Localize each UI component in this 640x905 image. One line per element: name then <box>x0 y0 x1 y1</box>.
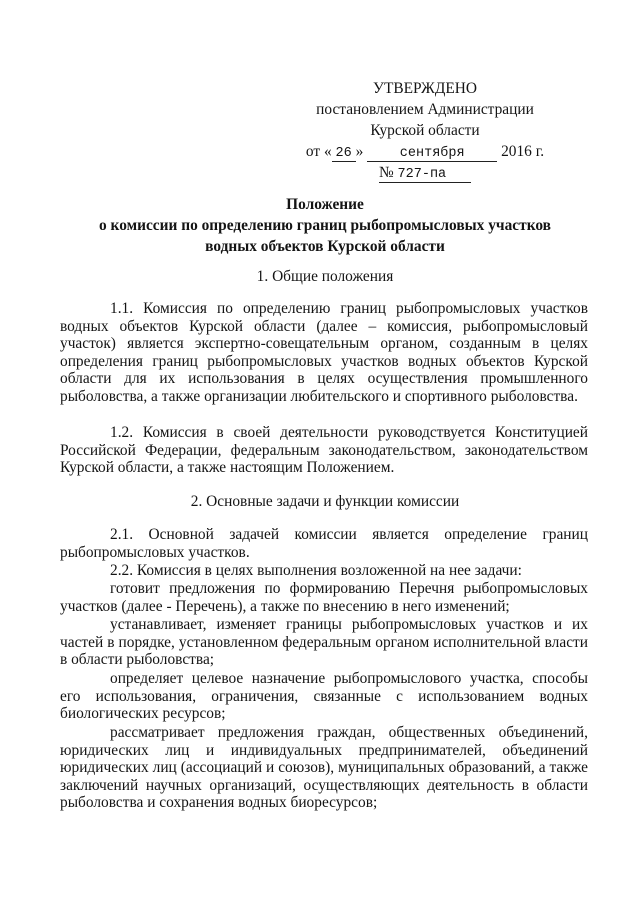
paragraph-2-2-item-1: готовит предложения по формированию Перечня рыбопромысловых участков (далее - Перечень), а также по внесению в него изменений; <box>60 580 588 615</box>
date-day: 26 <box>332 146 356 162</box>
paragraph-2-2-item-3: определяет целевое назначение рыбопромыслового участка, способы его использования, ограничения, связанные с использованием водных биологических ресурсов; <box>60 670 588 723</box>
approval-block <box>300 78 550 183</box>
approval-title: УТВЕРЖДЕНО <box>373 80 477 97</box>
number-value: 727-па <box>397 167 447 182</box>
title-line-3: водных объектов Курской области <box>205 238 445 255</box>
approval-date <box>300 141 550 162</box>
paragraph-2-1: 2.1. Основной задачей комиссии является определение границ рыбопромысловых участков. <box>60 526 588 561</box>
title-line-2: о комиссии по определению границ рыбопромысловых участков <box>99 217 551 234</box>
paragraph-2-2-item-4: рассматривает предложения граждан, общественных объединений, юридических лиц и индивидуальных предпринимателей, объединений юридических лиц (ассоциаций и союзов), муниципальных образований, а также заключений научных организаций, осуществляющих деятельность в области рыболовства и сохранения водных биоресурсов; <box>60 724 588 812</box>
number-prefix: № <box>379 164 394 181</box>
number-underline <box>379 165 471 183</box>
paragraph-1-1: 1.1. Комиссия по определению границ рыбопромысловых участков водных объектов Курской области (далее – комиссия, рыбопромысловый участок) является экспертно-совещательным органом, созданным в целях определения границ рыбопромысловых участков водных объектов Курской области для их использования в целях осуществления промышленного рыболовства, а также организации любительского и спортивного рыболовства. <box>60 300 588 405</box>
approval-region: Курской области <box>370 122 480 139</box>
section-2-heading: 2. Основные задачи и функции комиссии <box>190 493 460 510</box>
date-month: сентября <box>367 146 497 162</box>
date-mid: » <box>355 143 364 160</box>
paragraph-1-2: 1.2. Комиссия в своей деятельности руководствуется Конституцией Российской Федерации, федеральным законодательством, законодательством Курской области, а также настоящим Положением. <box>60 424 588 477</box>
paragraph-2-2-item-2: устанавливает, изменяет границы рыбопромысловых участков и их частей в порядке, установленном федеральным органом исполнительной власти в области рыболовства; <box>60 616 588 669</box>
section-1-heading: 1. Общие положения <box>256 268 394 285</box>
title-line-1: Положение <box>286 196 364 213</box>
document-title <box>60 194 590 257</box>
date-year: 2016 г. <box>501 143 545 160</box>
approval-issuer: постановлением Администрации <box>316 101 534 118</box>
date-prefix: от « <box>305 143 332 160</box>
paragraph-2-2: 2.2. Комиссия в целях выполнения возложенной на нее задачи: <box>110 562 522 579</box>
approval-number <box>300 162 550 183</box>
